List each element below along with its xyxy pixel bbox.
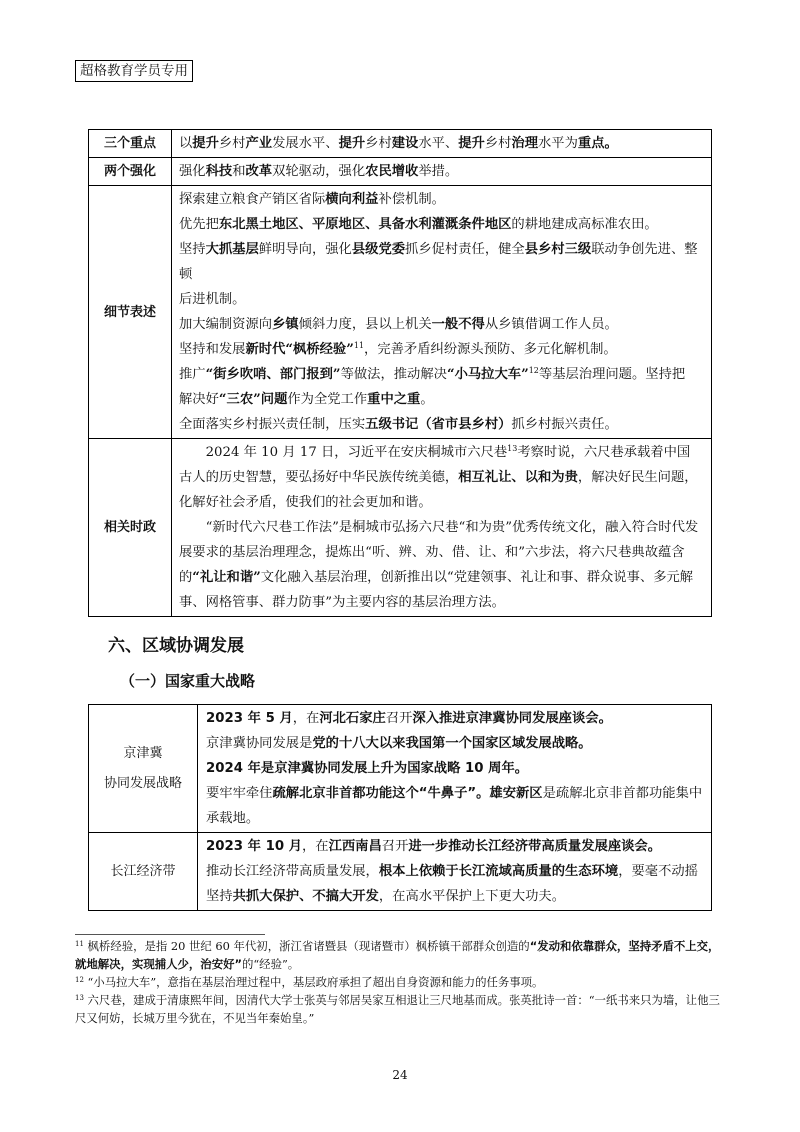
footnote-ref-11[interactable]: 11 xyxy=(353,341,365,350)
footnote-divider xyxy=(75,934,265,935)
table-row-jjj xyxy=(89,705,712,833)
row-content: 以提升乡村产业发展水平、提升乡村建设水平、提升乡村治理水平为重点。 xyxy=(172,130,712,158)
detail-line: 坚持大抓基层鲜明导向，强化县级党委抓乡促村责任，健全县乡村三级联动争创先进、整顿 后进机制。 xyxy=(179,242,698,307)
row-label: 两个强化 xyxy=(89,158,172,186)
table-row-xijie xyxy=(89,186,712,439)
footnote-12: $^{12}$ “小马拉大车”，意指在基层治理过程中，基层政府承担了超出自身资源和能力的任务事项。 xyxy=(75,975,544,989)
subsection-title: （一）国家重大战略 xyxy=(120,672,256,690)
header-label: 超格教育学员专用 xyxy=(75,60,193,82)
row-label: 相关时政 xyxy=(89,439,172,617)
detail-line: 推动长江经济带高质量发展，根本上依赖于长江流域高质量的生态环境，要毫不动摇坚持共抓大保护、不搞大开发，在高水平保护上下更大功夫。 xyxy=(206,864,698,904)
row-label: 细节表述 xyxy=(89,186,172,439)
row-content xyxy=(198,833,712,911)
footnote-11: $^{11}$ 枫桥经验，是指 20 世纪 60 年代初，浙江省诸暨县（现诸暨市）枫桥镇干部群众创造的“发动和依靠群众，坚持矛盾不上交，就地解决，实现捕人少，治安好”的“经验”。 xyxy=(75,939,720,971)
footnote-ref-12[interactable]: 12 xyxy=(528,366,539,375)
news-paragraph: 2024 年 10 月 17 日，习近平在安庆桐城市六尺巷$^{13}$考察时说，六尺巷承载着中国古人的历史智慧，要弘扬好中华民族传统美德，相互礼让、以和为贵，解决好民生问题，化解好社会矛盾，使我们的社会更加和谐。 xyxy=(179,444,698,510)
row-content: 强化科技和改革双轮驱动，强化农民增收举措。 xyxy=(172,158,712,186)
detail-line: 加大编制资源向乡镇倾斜力度，县以上机关一般不得从乡镇借调工作人员。 xyxy=(179,317,618,332)
footnote-ref-13[interactable]: 13 xyxy=(507,444,518,453)
detail-line: 要牢牢牵住疏解北京非首都功能这个“牛鼻子”。雄安新区是疏解北京非首都功能集中承载地。 xyxy=(206,786,703,826)
detail-line: 2023 年 5 月，在河北石家庄召开深入推进京津冀协同发展座谈会。 xyxy=(206,711,612,726)
table-row-sanzhong xyxy=(89,130,712,158)
section-title: 六、区域协调发展 xyxy=(108,636,244,656)
row-label: 京津冀 协同发展战略 xyxy=(89,705,198,833)
rural-revitalization-table xyxy=(88,129,712,617)
row-content xyxy=(198,705,712,833)
detail-line: 坚持和发展新时代“枫桥经验”$^{11}$，完善矛盾纠纷源头预防、多元化解机制。 xyxy=(179,341,617,357)
table-row-liangqiang xyxy=(89,158,712,186)
footnote-13: $^{13}$ 六尺巷，建成于清康熙年间，因清代大学士张英与邻居吴家互相退让三尺地基而成。张英批诗一首：“一纸书来只为墙，让他三尺又何妨，长城万里今犹在，不见当年秦始皇。” xyxy=(75,993,720,1025)
row-label: 三个重点 xyxy=(89,130,172,158)
detail-line: 探索建立粮食产销区省际横向利益补偿机制。 xyxy=(179,192,445,207)
table-row-cj xyxy=(89,833,712,911)
page-number: 24 xyxy=(392,1068,408,1082)
row-label: 长江经济带 xyxy=(89,833,198,911)
row-content xyxy=(172,439,712,617)
table-row-shizheng xyxy=(89,439,712,617)
row-content xyxy=(172,186,712,439)
regional-strategy-table xyxy=(88,704,712,911)
detail-line: 2024 年是京津冀协同发展上升为国家战略 10 周年。 xyxy=(206,761,529,776)
detail-line: 推广“街乡吹哨、部门报到”等做法，推动解决“小马拉大车”$^{12}$等基层治理问题。坚持把 解决好“三农”问题作为全党工作重中之重。 xyxy=(179,366,686,407)
detail-line: 2023 年 10 月，在江西南昌召开进一步推动长江经济带高质量发展座谈会。 xyxy=(206,839,662,854)
detail-line: 全面落实乡村振兴责任制，压实五级书记（省市县乡村）抓乡村振兴责任。 xyxy=(179,417,618,432)
news-paragraph: “新时代六尺巷工作法”是桐城市弘扬六尺巷“和为贵”优秀传统文化，融入符合时代发展要求的基层治理理念，提炼出“听、辨、劝、借、让、和”六步法，将六尺巷典故蕴含的“礼让和谐”文化融入基层治理，创新推出以“党建领事、礼让和事、群众说事、多元解事、网格管事、群力防事”为主要内容的基层治理方法。 xyxy=(179,520,699,610)
detail-line: 优先把东北黑土地区、平原地区、具备水利灌溉条件地区的耕地建成高标准农田。 xyxy=(179,217,658,232)
footnotes xyxy=(75,937,725,1027)
detail-line: 京津冀协同发展是党的十八大以来我国第一个国家区域发展战略。 xyxy=(206,736,592,751)
